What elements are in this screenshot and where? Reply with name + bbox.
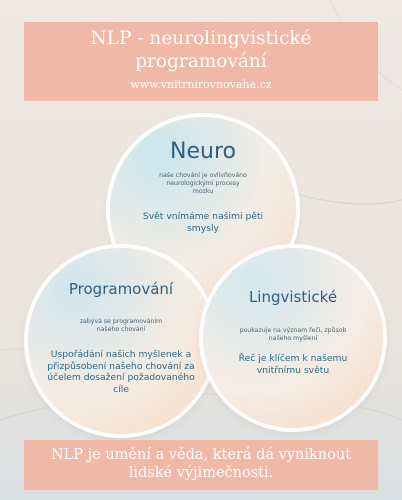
lingvisticke-description: poukazuje na význam řeči, způsob našeho myšlení (239, 327, 347, 342)
lingvisticke-circle (203, 248, 383, 428)
website-url: www.vnitrnirovnovaha.cz (130, 78, 272, 91)
neuro-description: naše chování je ovlivňováno neurologickými procesy mozku (159, 172, 247, 195)
header-title-line1: NLP - neurolingvistické (90, 28, 312, 49)
footer-line2: lidské výjimečnosti. (128, 465, 274, 481)
neuro-title: Neuro (170, 139, 236, 164)
footer-line1: NLP je umění a věda, která dá vyniknout (50, 447, 352, 463)
programovani-description: zabývá se programováním našeho chování (79, 318, 163, 333)
neuro-statement: Svět vnímáme našimi pěti smysly (142, 211, 264, 234)
header-title-line2: programování (135, 51, 267, 72)
footer-banner (24, 440, 378, 490)
programovani-title: Programování (68, 280, 174, 298)
lingvisticke-statement: Řeč je klíčem k našemu vnitřnímu světu (238, 353, 348, 376)
programovani-circle (28, 248, 214, 434)
lingvisticke-title: Lingvistické (248, 288, 338, 306)
programovani-statement: Uspořádání našich myšlenek a přizpůsobení našeho chování za účelem dosažení požadovaného cíle (47, 349, 195, 395)
header-banner (24, 22, 378, 101)
